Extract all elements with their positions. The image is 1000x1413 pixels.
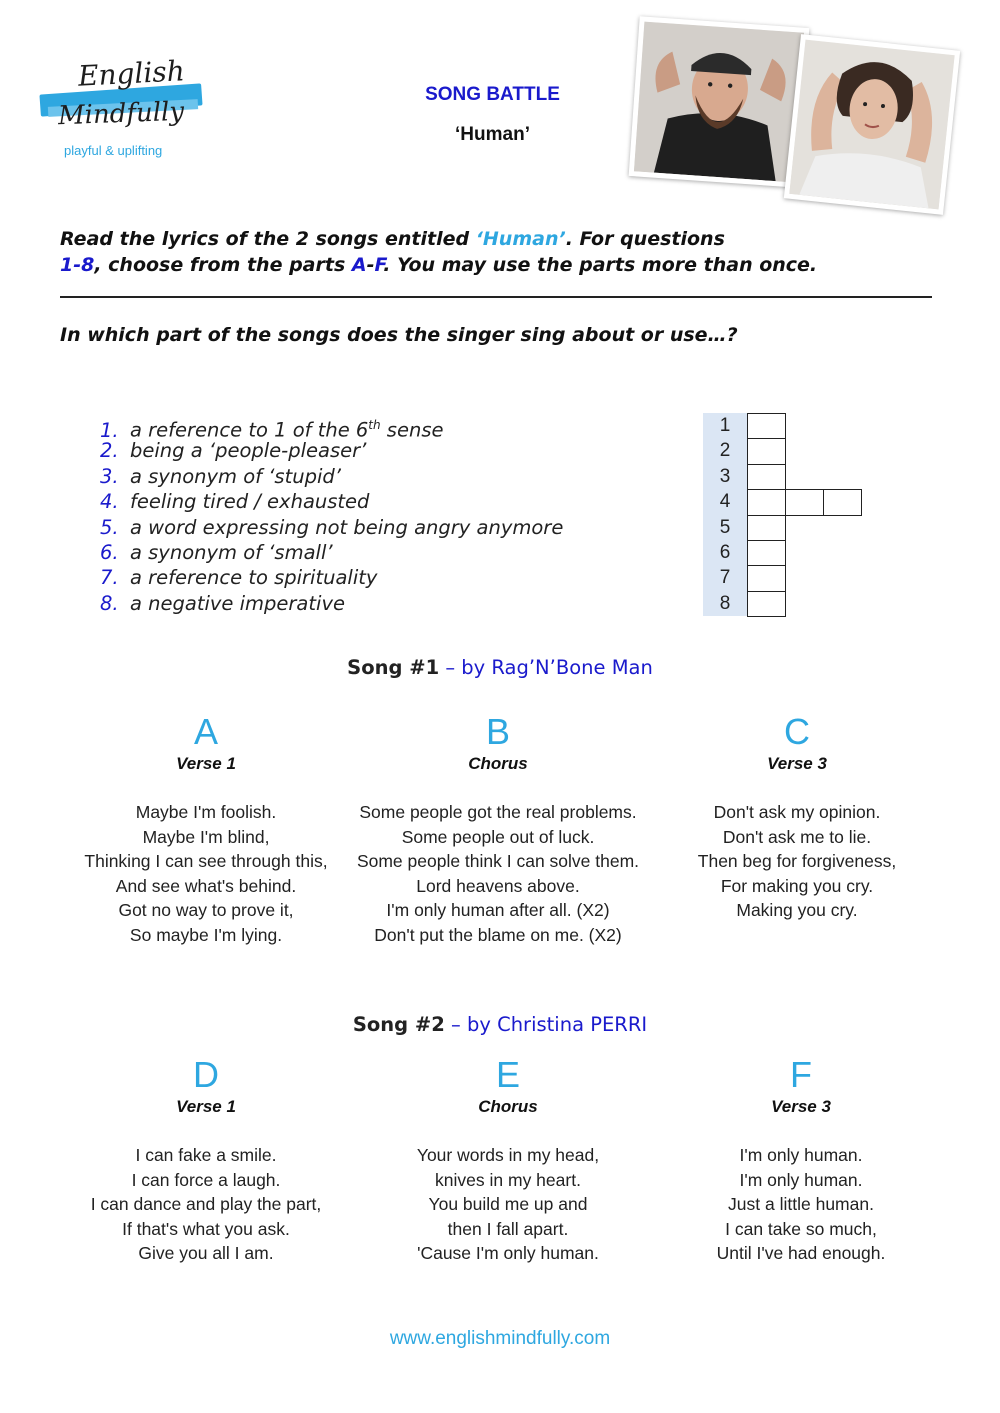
lyric-line: Don't ask me to lie.: [722, 826, 872, 847]
part-letter: D: [193, 1054, 219, 1095]
answer-box[interactable]: [747, 438, 786, 464]
instructions-text: [60, 226, 940, 278]
lyric-line: knives in my heart.: [435, 1169, 581, 1190]
question-item: [100, 413, 680, 442]
song1-heading: [0, 656, 1000, 679]
question-item: [100, 438, 680, 463]
artist-photo-ragnbone-man: [629, 16, 810, 187]
song1-label: Song #1: [347, 656, 440, 679]
lyric-line: Thinking I can see through this,: [84, 851, 328, 872]
part-letter: A: [193, 711, 218, 752]
artist-photo-christina-perri: [784, 34, 960, 215]
man-portrait-icon: [634, 22, 804, 183]
logo-word-mindfully: Mindfully: [57, 96, 185, 132]
part-c: [647, 712, 947, 923]
question-number: 7.: [100, 566, 119, 590]
question-text: a negative imperative: [130, 591, 345, 615]
question-text: a synonym of ‘stupid’: [130, 464, 341, 488]
question-number: 1.: [100, 418, 119, 442]
lyric-line: I can force a laugh.: [131, 1169, 281, 1190]
footer-website-link[interactable]: www.englishmindfully.com: [389, 1328, 611, 1349]
grid-row-number: 2: [703, 438, 747, 463]
answer-box[interactable]: [747, 591, 786, 617]
part-lyrics: [651, 1143, 951, 1266]
part-a: [56, 712, 356, 948]
question-number: 4.: [100, 490, 119, 514]
question-list: [100, 413, 680, 616]
question-number: 2.: [100, 439, 119, 463]
song2-heading: [0, 1013, 1000, 1036]
question-item: [100, 591, 680, 616]
part-title: Verse 3: [771, 1097, 831, 1116]
instr-part-3: , choose from the parts: [94, 254, 352, 276]
question-number: 3.: [100, 464, 119, 488]
song2-label: Song #2: [352, 1013, 445, 1036]
part-f: [651, 1055, 951, 1266]
part-title: Chorus: [478, 1097, 538, 1116]
lyric-line: Maybe I'm blind,: [142, 826, 270, 847]
answer-box[interactable]: [747, 565, 786, 591]
lyric-line: Making you cry.: [736, 900, 858, 921]
question-text: a reference to spirituality: [130, 566, 378, 590]
lyric-line: I can dance and play the part,: [90, 1194, 322, 1215]
instr-question-range: 1-8: [60, 254, 95, 276]
part-title: Verse 1: [176, 754, 236, 773]
lyric-line: So maybe I'm lying.: [129, 924, 283, 945]
divider-line: [60, 296, 932, 298]
grid-row-number: 5: [703, 515, 747, 540]
instr-part-2: . For questions: [565, 228, 725, 250]
answer-box[interactable]: [747, 464, 786, 490]
logo-tagline: playful & uplifting: [64, 143, 163, 158]
answer-box[interactable]: [747, 489, 786, 515]
grid-row-number: 7: [703, 565, 747, 590]
instr-part-1: Read the lyrics of the 2 songs entitled: [60, 228, 476, 250]
question-text: a reference to 1 of the 6: [130, 418, 369, 442]
lyric-line: You build me up and: [428, 1194, 588, 1215]
part-letter: F: [790, 1054, 812, 1095]
brand-logo: [38, 55, 218, 165]
part-letter: E: [495, 1054, 520, 1095]
lyric-line: I can fake a smile.: [135, 1145, 277, 1165]
part-lyrics: [358, 1143, 658, 1266]
part-d: [56, 1055, 356, 1266]
lyric-line: Give you all I am.: [138, 1243, 274, 1264]
worksheet-subtitle: ‘Human’: [455, 124, 530, 145]
lyric-line: Maybe I'm foolish.: [135, 802, 277, 822]
grid-row-number: 1: [703, 413, 747, 438]
instr-range-start: A: [351, 254, 367, 276]
part-e: [358, 1055, 658, 1266]
question-text: a word expressing not being angry anymore: [130, 515, 564, 539]
lyric-line: And see what's behind.: [115, 875, 297, 896]
question-number: 6.: [100, 540, 119, 564]
instr-song-title: ‘Human’: [475, 228, 566, 250]
question-number: 8.: [100, 591, 119, 615]
lyric-line: Your words in my head,: [416, 1145, 600, 1165]
answer-box[interactable]: [747, 515, 786, 541]
lyric-line: then I fall apart.: [447, 1218, 569, 1239]
lyric-line: I can take so much,: [725, 1218, 877, 1239]
instr-range-dash: -: [366, 254, 375, 276]
answer-box[interactable]: [747, 540, 786, 566]
question-text: a synonym of ‘small’: [130, 540, 333, 564]
part-letter: B: [485, 711, 510, 752]
instr-part-4: . You may use the parts more than once.: [383, 254, 818, 276]
lyric-line: Lord heavens above.: [416, 875, 580, 896]
answer-box[interactable]: [785, 489, 824, 515]
lyric-line: Some people think I can solve them.: [356, 851, 640, 872]
part-letter: C: [784, 711, 810, 752]
grid-row-number: 4: [703, 489, 747, 514]
question-text-end: sense: [380, 418, 444, 442]
lyric-line: I'm only human after all. (X2): [386, 900, 610, 921]
part-title: Chorus: [468, 754, 528, 773]
question-item: [100, 489, 680, 514]
lyric-line: For making you cry.: [720, 875, 874, 896]
lyric-line: 'Cause I'm only human.: [417, 1243, 599, 1264]
lyric-line: Some people got the real problems.: [359, 802, 637, 822]
lyric-line: Just a little human.: [728, 1194, 874, 1215]
lyric-line: Until I've had enough.: [716, 1243, 886, 1264]
grid-row-number: 6: [703, 540, 747, 565]
lyric-line: Then beg for forgiveness,: [697, 851, 897, 872]
lyric-line: Don't ask my opinion.: [713, 802, 881, 822]
part-title: Verse 3: [767, 754, 827, 773]
answer-box[interactable]: [823, 489, 862, 515]
question-item: [100, 464, 680, 489]
question-item: [100, 515, 680, 540]
lyric-line: Don't put the blame on me. (X2): [374, 924, 622, 945]
lyric-line: Some people out of luck.: [401, 826, 595, 847]
question-text: feeling tired / exhausted: [130, 490, 370, 514]
grid-row-number: 3: [703, 464, 747, 489]
part-lyrics: [56, 1143, 356, 1266]
question-text: being a ‘people-pleaser’: [130, 439, 367, 463]
worksheet-title: SONG BATTLE: [425, 84, 560, 105]
part-lyrics: [647, 800, 947, 923]
question-item: [100, 540, 680, 565]
lyric-line: I'm only human.: [739, 1145, 863, 1165]
logo-word-english: English: [77, 54, 186, 93]
question-number: 5.: [100, 515, 119, 539]
grid-row-number: 8: [703, 591, 747, 616]
part-lyrics: [348, 800, 648, 948]
lyric-line: Got no way to prove it,: [118, 900, 294, 921]
question-prompt: In which part of the songs does the singer sing about or use…?: [60, 324, 738, 346]
answer-box[interactable]: [747, 413, 786, 439]
song1-artist: – by Rag’N’Bone Man: [439, 656, 653, 679]
lyric-line: If that's what you ask.: [122, 1218, 290, 1239]
instr-range-end: F: [374, 254, 384, 276]
answer-grid: [703, 413, 862, 616]
woman-portrait-icon: [789, 40, 954, 210]
part-lyrics: [56, 800, 356, 948]
lyric-line: I'm only human.: [739, 1169, 863, 1190]
question-item: [100, 565, 680, 590]
part-title: Verse 1: [176, 1097, 236, 1116]
question-superscript: th: [368, 418, 381, 432]
song2-artist: – by Christina PERRI: [444, 1013, 648, 1036]
part-b: [348, 712, 648, 948]
